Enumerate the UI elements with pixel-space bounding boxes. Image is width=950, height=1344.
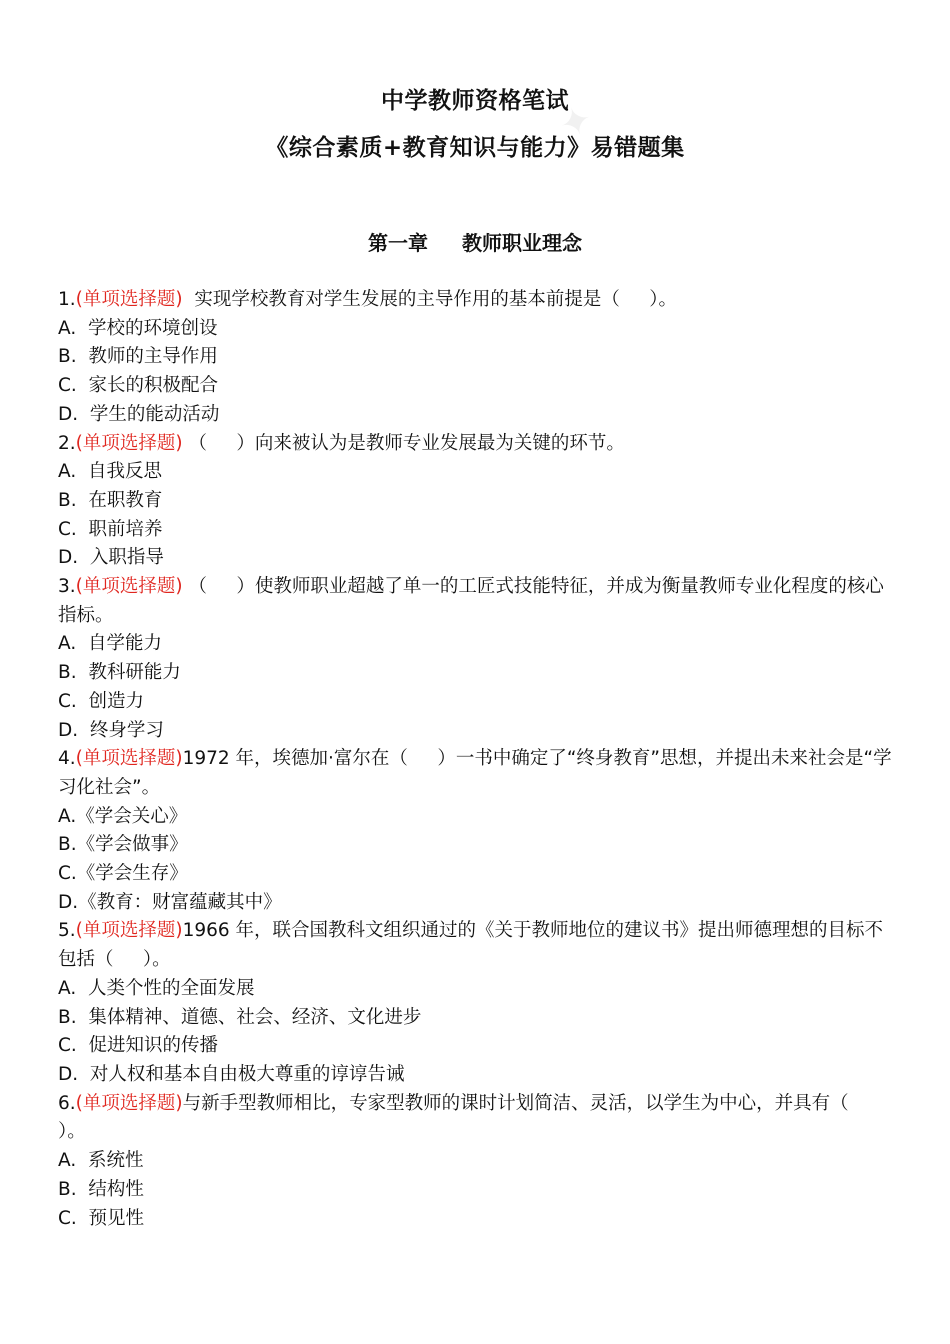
option-d: D. 入职指导 (58, 547, 164, 569)
question-type-tag: (单项选择题) (75, 289, 183, 310)
option-b: B. 在职教育 (58, 489, 163, 511)
question-type-tag: (单项选择题) (75, 432, 183, 454)
chapter-heading (0, 227, 950, 256)
doc-title-line2: 《综合素质+教育知识与能力》易错题集 (265, 135, 685, 161)
option-b: B.《学会做事》 (58, 834, 188, 856)
question-type-tag: (单项选择题) (75, 920, 183, 942)
option-a: A. 自学能力 (58, 633, 162, 655)
question-stem (58, 1090, 898, 1147)
question-list (58, 286, 898, 1233)
question-type-tag: (单项选择题) (75, 748, 183, 770)
question-type-tag: (单项选择题) (75, 576, 183, 598)
chapter-name: 教师职业理念 (462, 231, 582, 255)
question-number: 2. (58, 432, 76, 454)
option-b: B. 教科研能力 (58, 662, 181, 684)
question-stem (58, 286, 898, 315)
option-a: A. 自我反思 (58, 461, 162, 483)
question-text: （ ）向来被认为是教师专业发展最为关键的环节。 (182, 432, 625, 454)
option-b: B. 教师的主导作用 (58, 346, 218, 368)
question-text: （ ）使教师职业超越了单一的工匠式技能特征，并成为衡量教师专业化程度的核心指标。 (58, 576, 884, 626)
question-text: 1972 年，埃德加·富尔在（ ）一书中确定了“终身教育”思想，并提出未来社会是“学习化社会”。 (58, 748, 892, 798)
question-number: 6. (58, 1092, 76, 1114)
option-b: B. 集体精神、道德、社会、经济、文化进步 (58, 1006, 422, 1028)
option-c: C. 家长的积极配合 (58, 375, 219, 397)
option-a: A.《学会关心》 (58, 805, 188, 827)
question-6 (58, 1090, 898, 1234)
option-c: C.《学会生存》 (58, 863, 188, 885)
question-text: 实现学校教育对学生发展的主导作用的基本前提是（ ）。 (182, 289, 678, 310)
question-type-tag: (单项选择题) (75, 1092, 183, 1114)
option-c: C. 预见性 (58, 1207, 145, 1229)
question-stem (58, 573, 898, 630)
option-c: C. 创造力 (58, 690, 145, 712)
question-3 (58, 573, 898, 745)
question-stem (58, 430, 898, 459)
question-number: 5. (58, 920, 76, 942)
option-d: D.《教育：财富蕴藏其中》 (58, 891, 282, 913)
question-1 (58, 286, 898, 430)
watermark: ✦ (553, 96, 598, 148)
question-text: 与新手型教师相比，专家型教师的课时计划简洁、灵活，以学生为中心，并具有（ ）。 (58, 1092, 879, 1143)
option-c: C. 职前培养 (58, 518, 163, 540)
question-5 (58, 917, 898, 1089)
option-d: D. 对人权和基本自由极大尊重的谆谆告诫 (58, 1063, 405, 1085)
question-number: 3. (58, 576, 76, 598)
question-number: 1. (58, 289, 76, 310)
option-c: C. 促进知识的传播 (58, 1035, 219, 1057)
doc-title-line1: 中学教师资格笔试 (381, 88, 569, 114)
question-number: 4. (58, 748, 76, 770)
option-a: A. 学校的环境创设 (58, 317, 218, 339)
question-2 (58, 430, 898, 574)
option-d: D. 终身学习 (58, 719, 164, 741)
question-text: 1966 年，联合国教科文组织通过的《关于教师地位的建议书》提出师德理想的目标不包括（ ）。 (58, 920, 884, 971)
question-stem (58, 745, 898, 802)
question-4 (58, 745, 898, 917)
question-stem (58, 917, 898, 974)
option-d: D. 学生的能动活动 (58, 403, 220, 425)
chapter-label: 第一章 (368, 231, 428, 255)
option-a: A. 系统性 (58, 1150, 144, 1172)
option-a: A. 人类个性的全面发展 (58, 977, 255, 999)
option-b: B. 结构性 (58, 1178, 144, 1200)
